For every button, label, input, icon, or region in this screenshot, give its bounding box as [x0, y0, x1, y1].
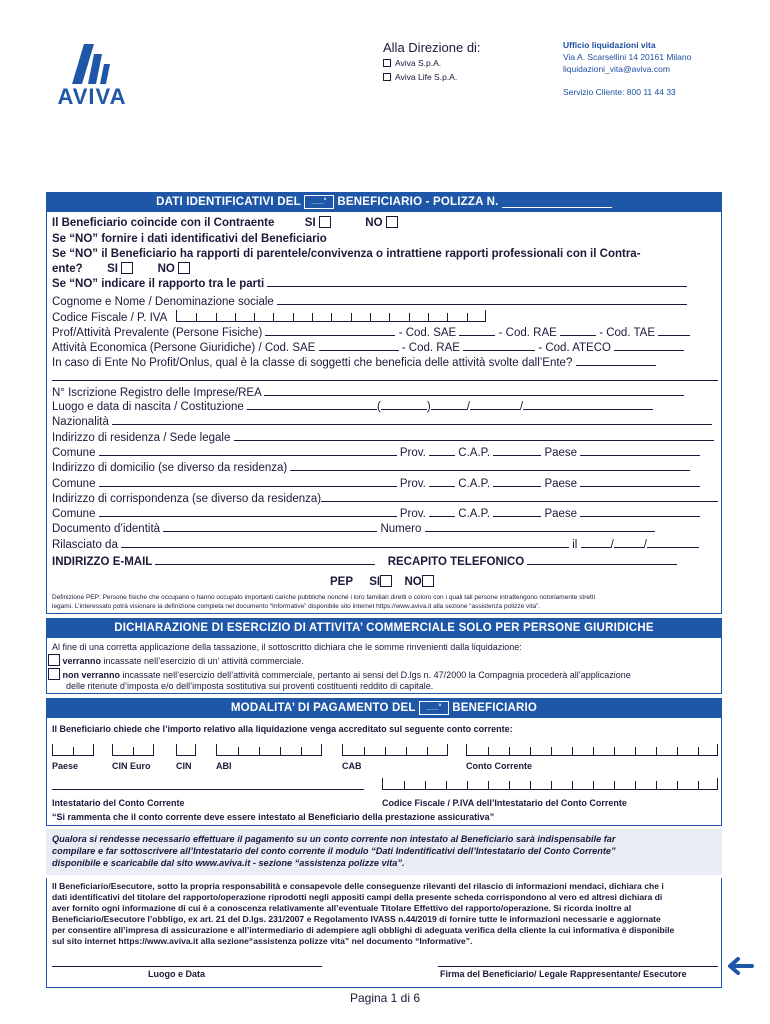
anno-field[interactable]: [523, 400, 653, 410]
label-luogo-data: Luogo e Data: [148, 969, 206, 979]
ufficio-address: Via A. Scarsellini 14 20161 Milano: [563, 52, 692, 62]
label-abi: ABI: [216, 761, 232, 771]
paese-field[interactable]: [580, 477, 700, 487]
iban-abi-field[interactable]: [216, 744, 322, 756]
declaration-line: aver fornito ogni informazione di cui è a conoscenza relativamente all’eventuale Titolare Effettivo del rapporto/operazione. Si ricorda inoltre al: [52, 903, 632, 913]
provincia-nascita-field[interactable]: [381, 400, 427, 410]
cognome-field[interactable]: [277, 295, 687, 305]
pep-no-checkbox[interactable]: [422, 575, 434, 587]
pep-definition-2: legami. L’interessato potrà visionare la definizione completa nel documento “Informative” disponibile sito internet https://www.aviva.it alla sezione “assistenza polizze vita”.: [52, 603, 541, 610]
prof-field[interactable]: [265, 326, 395, 336]
prof-line: Prof/Attività Prevalente (Persone Fisiche) - Cod. SAE - Cod. RAE - Cod. TAE: [52, 326, 718, 340]
telefono-field[interactable]: [527, 555, 677, 565]
cf-intestatario-field[interactable]: [382, 778, 718, 790]
payment-note-3: disponibile e scaricabile dal sito www.aviva.it - sezione “assistenza polizze vita”.: [52, 858, 405, 868]
cf-line: Codice Fiscale / P. IVA: [52, 312, 168, 324]
domicilio-line: Indirizzo di domicilio (se diverso da residenza): [52, 461, 718, 475]
si-checkbox[interactable]: [319, 216, 331, 228]
nazionalita-line: Nazionalità: [52, 415, 718, 429]
cap-field[interactable]: [493, 477, 541, 487]
comune-field[interactable]: [99, 507, 397, 517]
intestatario-field[interactable]: [52, 789, 364, 790]
line-ente: ente? SI NO: [52, 262, 190, 276]
documento-line: Documento d’identità Numero: [52, 522, 718, 536]
section2-intro: Al fine di una corretta applicazione della tassazione, il sottoscritto dichiara che le somme rinvenienti dalla liquidazione:: [52, 642, 522, 652]
paese-field[interactable]: [580, 446, 700, 456]
label-firma: Firma del Beneficiario/ Legale Rappresentante/ Esecutore: [440, 969, 687, 979]
label-cab: CAB: [342, 761, 362, 771]
no-checkbox[interactable]: [386, 216, 398, 228]
logo-text: AVIVA: [57, 84, 127, 109]
section3-title-bar: MODALITA’ DI PAGAMENTO DEL ___° BENEFICIARIO: [46, 698, 722, 718]
cap-field[interactable]: [493, 507, 541, 517]
iscrizione-field[interactable]: [264, 386, 684, 396]
prov-field[interactable]: [429, 446, 455, 456]
option-aviva-life[interactable]: [383, 72, 457, 83]
label-cin: CIN: [176, 761, 192, 771]
declaration-line: per consentire all’impresa di assicurazione e all’intermediario di adempiere agli obblighi di adeguata verifica della cliente la cui informativa è disponibile: [52, 925, 675, 935]
numero-field[interactable]: [425, 522, 655, 532]
cognome-line: Cognome e Nome / Denominazione sociale: [52, 295, 718, 309]
cap-field[interactable]: [493, 446, 541, 456]
page-number: Pagina 1 di 6: [349, 991, 421, 1005]
payment-note-1: Qualora si rendesse necessario effettuare il pagamento su un conto corrente non intestato al Beneficiario sarà indispensabile far: [52, 834, 616, 844]
attivita-rae-field[interactable]: [463, 341, 535, 351]
line-rapporto-parti: Se “NO” indicare il rapporto tra le parti: [52, 277, 718, 291]
declaration-line: Il Beneficiario/Esecutore, sotto la propria responsabilità e consapevole delle conseguenze rilevanti del rilascio di informazioni mendaci, dichiara che i: [52, 881, 664, 891]
option-aviva-spa[interactable]: [383, 58, 441, 69]
email-line: INDIRIZZO E-MAIL RECAPITO TELEFONICO: [52, 555, 718, 569]
coincide-line: Il Beneficiario coincide con il Contraente SI NO: [52, 216, 398, 230]
verranno-checkbox[interactable]: [48, 654, 60, 666]
no-checkbox[interactable]: [178, 262, 190, 274]
label-paese: Paese: [52, 761, 79, 771]
luogo-field[interactable]: [247, 400, 377, 410]
documento-field[interactable]: [163, 522, 377, 532]
line-rapporti: Se “NO” il Beneficiario ha rapporti di parentele/convivenza o intrattiene rapporti professionali con il Contra-: [52, 248, 641, 260]
iban-paese-field[interactable]: [52, 744, 94, 756]
non-verranno-option[interactable]: non verranno incassate nell’esercizio dell’attività commerciale, pertanto ai sensi del D.lgs n. 47/2000 la Compagnia procederà all’applicazione: [48, 668, 631, 681]
cod-sae-field[interactable]: [459, 326, 495, 336]
aviva-logo: [44, 40, 140, 109]
luogo-data-field[interactable]: [52, 966, 322, 967]
cod-tae-field[interactable]: [658, 326, 690, 336]
prov-field[interactable]: [429, 477, 455, 487]
email-field[interactable]: [155, 555, 375, 565]
firma-field[interactable]: [438, 966, 718, 967]
comune-field[interactable]: [99, 446, 397, 456]
arrow-left-icon: [726, 956, 754, 979]
iban-conto-field[interactable]: [466, 744, 718, 756]
cod-rae-field[interactable]: [560, 326, 596, 336]
rammenta-note: “Si rammenta che il conto corrente deve essere intestato al Beneficiario della prestazione assicurativa”: [52, 812, 495, 822]
giorno-field[interactable]: [431, 400, 467, 410]
iban-cin-euro-field[interactable]: [112, 744, 154, 756]
declaration-line: sul sito internet https://www.aviva.it alla sezione“assistenza polizze vita” nel documento “Informative”.: [52, 936, 473, 946]
rilasciato-field[interactable]: [121, 538, 569, 548]
rapporto-field[interactable]: [267, 277, 687, 287]
ente-field[interactable]: [576, 356, 656, 366]
line-fornire: Se “NO” fornire i dati identificativi del Beneficiario: [52, 233, 327, 245]
aviva-logo-mark-icon: [44, 40, 140, 86]
paese-field[interactable]: [580, 507, 700, 517]
verranno-option[interactable]: verranno incassate nell’esercizio di un’ attività commerciale.: [48, 654, 304, 667]
il-anno-field[interactable]: [647, 538, 699, 548]
comune-field[interactable]: [99, 477, 397, 487]
attivita-sae-field[interactable]: [319, 341, 399, 351]
codice-fiscale-field[interactable]: [176, 310, 486, 322]
iban-cin-field[interactable]: [176, 744, 196, 756]
non-verranno-checkbox[interactable]: [48, 668, 60, 680]
rilasciato-line: Rilasciato da il / /: [52, 538, 718, 552]
comune-residenza-line: Comune Prov. C.A.P. Paese: [52, 446, 718, 460]
declaration-line: Beneficiario/Esecutore l’obbligo, ex art. 21 del D.lgs. 231/2007 e Regolamento IVASS n.44/2019 di fornire tutte le informazioni necessarie e aggiornate: [52, 914, 661, 924]
pep-line: PEP SI NO: [330, 575, 434, 589]
prov-field[interactable]: [429, 507, 455, 517]
polizza-number-field[interactable]: [502, 196, 612, 208]
option-label: Aviva S.p.A.: [395, 58, 442, 68]
luogo-line: Luogo e data di nascita / Costituzione ( ) / /: [52, 400, 718, 414]
il-giorno-field[interactable]: [581, 538, 611, 548]
beneficiary-number-box[interactable]: ___°: [304, 195, 334, 209]
residenza-line: Indirizzo di residenza / Sede legale: [52, 431, 718, 445]
pep-definition-1: Definizione PEP: Persone fisiche che occupano o hanno occupato importanti cariche pubbliche nonché i loro familiari diretti o coloro con i quali tali persone intrattengono notoriamente stretti: [52, 594, 596, 601]
ente-field-2[interactable]: [52, 380, 718, 381]
residenza-field[interactable]: [234, 431, 714, 441]
beneficiary-number-box[interactable]: ___°: [419, 701, 449, 715]
direzione-label: Alla Direzione di:: [383, 40, 481, 55]
iban-cab-field[interactable]: [342, 744, 448, 756]
iscrizione-line: N° Iscrizione Registro delle Imprese/REA: [52, 386, 718, 400]
attivita-line: Attività Economica (Persone Giuridiche) / Cod. SAE - Cod. RAE - Cod. ATECO: [52, 341, 718, 355]
option-label: Aviva Life S.p.A.: [395, 72, 458, 82]
label-intestatario: Intestatario del Conto Corrente: [52, 798, 185, 808]
nazionalita-field[interactable]: [112, 415, 712, 425]
label-conto: Conto Corrente: [466, 761, 532, 771]
ateco-field[interactable]: [614, 341, 684, 351]
comune-domicilio-line: Comune Prov. C.A.P. Paese: [52, 477, 718, 491]
corrispondenza-line: Indirizzo di corrispondenza (se diverso da residenza): [52, 492, 718, 506]
corrispondenza-field[interactable]: [321, 492, 718, 502]
section1-title-bar: DATI IDENTIFICATIVI DEL ___° BENEFICIARIO - POLIZZA N.: [46, 192, 722, 212]
si-checkbox[interactable]: [121, 262, 133, 274]
comune-corrispondenza-line: Comune Prov. C.A.P. Paese: [52, 507, 718, 521]
il-mese-field[interactable]: [614, 538, 644, 548]
checkbox-icon[interactable]: [383, 59, 391, 67]
payment-note-2: compilare e far sottoscrivere all’Intestatario del conto corrente il modulo “Dati Indentificativi dell’Intestatario del Conto Corrente”: [52, 846, 616, 856]
section3-intro: Il Beneficiario chiede che l’importo relativo alla liquidazione venga accreditato sul seguente conto corrente:: [52, 724, 513, 734]
non-verranno-option-cont: delle ritenute d’imposta e/o dell’imposta sostitutiva sui proventi costituenti reddito di capitale.: [66, 681, 434, 691]
section2-title-bar: DICHIARAZIONE DI ESERCIZIO DI ATTIVITA’ COMMERCIALE SOLO PER PERSONE GIURIDICHE: [46, 618, 722, 638]
checkbox-icon[interactable]: [383, 73, 391, 81]
declaration-line: dati identificativi del titolare del rapporto/operazione riprodotti negli appositi campi della presente scheda corrispondono al vero ed altresì dichiara di: [52, 892, 663, 902]
mese-field[interactable]: [470, 400, 520, 410]
pep-si-checkbox[interactable]: [380, 575, 392, 587]
domicilio-field[interactable]: [290, 461, 690, 471]
ente-line: In caso di Ente No Profit/Onlus, qual è la classe di soggetti che beneficia delle attività svolte dall’Ente?: [52, 356, 718, 370]
ufficio-title: Ufficio liquidazioni vita: [563, 40, 656, 50]
label-cin-euro: CIN Euro: [112, 761, 151, 771]
ufficio-email: liquidazioni_vita@aviva.com: [563, 64, 670, 74]
servizio-cliente: Servizio Cliente: 800 11 44 33: [563, 87, 676, 97]
label-cf-intestatario: Codice Fiscale / P.IVA dell’Intestatario del Conto Corrente: [382, 798, 627, 808]
